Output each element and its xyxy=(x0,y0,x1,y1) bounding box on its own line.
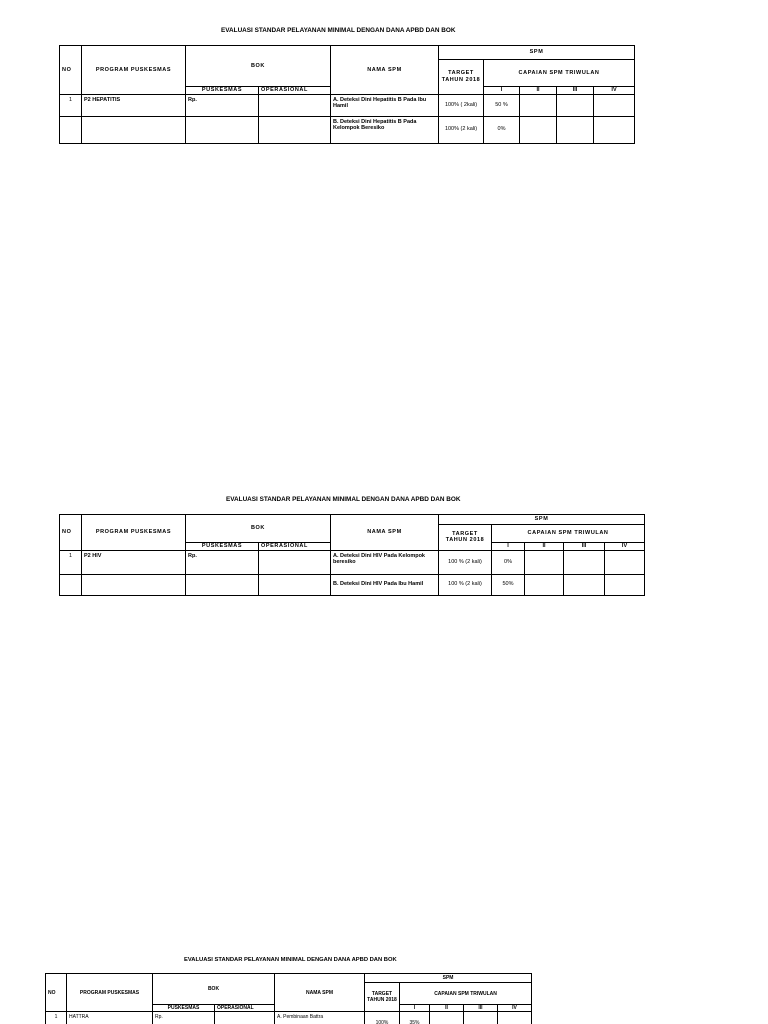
table-row xyxy=(60,550,645,574)
header-no: NO xyxy=(46,974,67,1012)
cell-q2 xyxy=(430,1012,464,1024)
table-row xyxy=(60,574,645,595)
cell-q2 xyxy=(520,116,557,143)
header-program: PROGRAM PUSKESMAS xyxy=(67,974,153,1012)
header-nama-spm: NAMA SPM xyxy=(331,46,439,95)
table-2-title: EVALUASI STANDAR PELAYANAN MINIMAL DENGAN DANA APBD DAN BOK xyxy=(226,496,461,503)
header-spm: SPM xyxy=(365,974,532,983)
cell-puskesmas xyxy=(186,574,259,595)
header-q4: IV xyxy=(605,543,645,551)
header-target: TARGET TAHUN 2018 xyxy=(439,60,484,95)
header-q1: I xyxy=(484,87,520,95)
cell-target: 100% ( 2kali) xyxy=(439,94,484,116)
header-capaian: CAPAIAN SPM TRIWULAN xyxy=(484,60,635,87)
cell-program: P2 HIV xyxy=(82,550,186,574)
header-operasional: OPERASIONAL xyxy=(259,87,331,95)
cell-q1: 0% xyxy=(492,550,525,574)
cell-puskesmas xyxy=(186,116,259,143)
cell-q2 xyxy=(520,94,557,116)
header-nama-spm: NAMA SPM xyxy=(331,515,439,551)
cell-q4 xyxy=(605,550,645,574)
cell-nama-spm: A. Deteksi Dini Hepatitis B Pada Ibu Hamil xyxy=(331,94,439,116)
header-puskesmas: PUSKESMAS xyxy=(186,87,259,95)
header-bok: BOK xyxy=(153,974,275,1005)
spm-table-3 xyxy=(45,973,532,1024)
cell-q3 xyxy=(464,1012,498,1024)
header-capaian: CAPAIAN SPM TRIWULAN xyxy=(400,983,532,1005)
header-program: PROGRAM PUSKESMAS xyxy=(82,46,186,95)
header-target: TARGET TAHUN 2018 xyxy=(439,525,492,551)
cell-target: 100% (2 kali) xyxy=(439,116,484,143)
spm-table-1 xyxy=(59,45,635,144)
cell-no xyxy=(60,574,82,595)
table-row xyxy=(46,1012,532,1024)
header-nama-spm: NAMA SPM xyxy=(275,974,365,1012)
cell-q4 xyxy=(594,116,635,143)
header-q1: I xyxy=(400,1005,430,1012)
cell-target: 100 % (2 kali) xyxy=(439,574,492,595)
cell-q3 xyxy=(564,574,605,595)
cell-q4 xyxy=(594,94,635,116)
cell-no: 1 xyxy=(60,550,82,574)
header-target: TARGET TAHUN 2018 xyxy=(365,983,400,1012)
cell-operasional xyxy=(259,574,331,595)
cell-operasional xyxy=(215,1012,275,1024)
header-capaian: CAPAIAN SPM TRIWULAN xyxy=(492,525,645,543)
header-q3: III xyxy=(464,1005,498,1012)
header-spm: SPM xyxy=(439,515,645,525)
cell-q3 xyxy=(557,116,594,143)
cell-target: 100% xyxy=(365,1012,400,1024)
cell-q1: 0% xyxy=(484,116,520,143)
header-q1: I xyxy=(492,543,525,551)
cell-program xyxy=(82,574,186,595)
cell-nama-spm: A. Pembinaan Battra xyxy=(275,1012,365,1024)
cell-target: 100 % (2 kali) xyxy=(439,550,492,574)
cell-nama-spm: B. Deteksi Dini Hepatitis B Pada Kelompok Beresiko xyxy=(331,116,439,143)
header-puskesmas: PUSKESMAS xyxy=(153,1005,215,1012)
cell-puskesmas: Rp. xyxy=(186,94,259,116)
header-program: PROGRAM PUSKESMAS xyxy=(82,515,186,551)
header-q2: II xyxy=(520,87,557,95)
cell-q1: 50% xyxy=(492,574,525,595)
header-no: NO xyxy=(60,515,82,551)
cell-program xyxy=(82,116,186,143)
header-q3: III xyxy=(557,87,594,95)
cell-q3 xyxy=(557,94,594,116)
header-q4: IV xyxy=(498,1005,532,1012)
cell-program: P2 HEPATITIS xyxy=(82,94,186,116)
header-q2: II xyxy=(430,1005,464,1012)
header-puskesmas: PUSKESMAS xyxy=(186,543,259,551)
header-q3: III xyxy=(564,543,605,551)
header-no: NO xyxy=(60,46,82,95)
cell-operasional xyxy=(259,94,331,116)
cell-q2 xyxy=(525,550,564,574)
table-3-title: EVALUASI STANDAR PELAYANAN MINIMAL DENGAN DANA APBD DAN BOK xyxy=(184,957,397,963)
cell-q2 xyxy=(525,574,564,595)
header-bok: BOK xyxy=(186,515,331,543)
cell-q1: 35% xyxy=(400,1012,430,1024)
cell-no: 1 xyxy=(60,94,82,116)
header-bok: BOK xyxy=(186,46,331,87)
header-operasional: OPERASIONAL xyxy=(215,1005,275,1012)
header-operasional: OPERASIONAL xyxy=(259,543,331,551)
cell-q3 xyxy=(564,550,605,574)
cell-puskesmas: Rp. xyxy=(153,1012,215,1024)
table-row xyxy=(60,94,635,116)
cell-nama-spm: A. Deteksi Dini HIV Pada Kelompok beresiko xyxy=(331,550,439,574)
table-row xyxy=(60,116,635,143)
cell-q1: 50 % xyxy=(484,94,520,116)
table-1-title: EVALUASI STANDAR PELAYANAN MINIMAL DENGAN DANA APBD DAN BOK xyxy=(221,27,456,34)
cell-q4 xyxy=(605,574,645,595)
cell-q4 xyxy=(498,1012,532,1024)
spm-table-2 xyxy=(59,514,645,596)
header-spm: SPM xyxy=(439,46,635,60)
header-q2: II xyxy=(525,543,564,551)
cell-operasional xyxy=(259,116,331,143)
cell-program: HATTRA xyxy=(67,1012,153,1024)
cell-nama-spm: B. Deteksi Dini HIV Pada Ibu Hamil xyxy=(331,574,439,595)
cell-puskesmas: Rp. xyxy=(186,550,259,574)
cell-no: 1 xyxy=(46,1012,67,1024)
cell-operasional xyxy=(259,550,331,574)
cell-no xyxy=(60,116,82,143)
header-q4: IV xyxy=(594,87,635,95)
